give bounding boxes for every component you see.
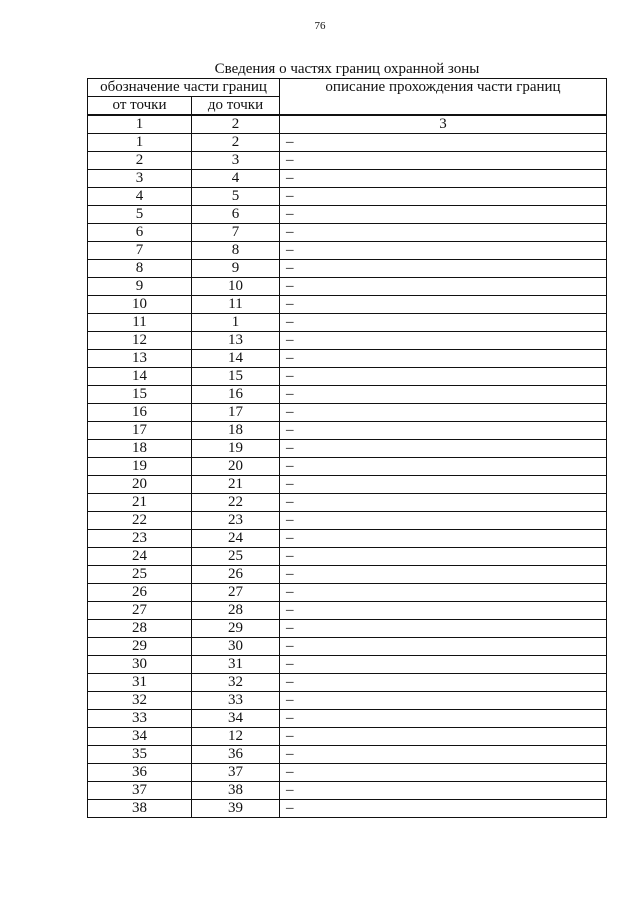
description-cell: – (280, 584, 607, 602)
table-row (88, 278, 607, 296)
from-point-cell: 6 (88, 224, 192, 242)
to-point-cell: 36 (192, 746, 280, 764)
to-point-cell: 10 (192, 278, 280, 296)
from-point-cell: 31 (88, 674, 192, 692)
table-row (88, 170, 607, 188)
to-point-cell: 37 (192, 764, 280, 782)
from-point-cell: 28 (88, 620, 192, 638)
from-point-cell: 3 (88, 170, 192, 188)
table-row (88, 206, 607, 224)
description-cell: – (280, 350, 607, 368)
description-cell: – (280, 728, 607, 746)
from-point-cell: 17 (88, 422, 192, 440)
column-index-cell: 1 (88, 115, 192, 134)
to-point-cell: 11 (192, 296, 280, 314)
from-point-cell: 7 (88, 242, 192, 260)
to-point-cell: 3 (192, 152, 280, 170)
description-cell: – (280, 170, 607, 188)
document-title: Сведения о частях границ охранной зоны (214, 61, 480, 77)
description-cell: – (280, 296, 607, 314)
table-row (88, 494, 607, 512)
from-point-cell: 27 (88, 602, 192, 620)
from-point-cell: 10 (88, 296, 192, 314)
to-point-cell: 2 (192, 134, 280, 152)
table-row (88, 602, 607, 620)
description-cell: – (280, 746, 607, 764)
table-row (88, 404, 607, 422)
table-row (88, 638, 607, 656)
description-cell: – (280, 224, 607, 242)
description-cell: – (280, 764, 607, 782)
table-row (88, 656, 607, 674)
table-row (88, 296, 607, 314)
table-row (88, 746, 607, 764)
to-point-cell: 20 (192, 458, 280, 476)
to-point-cell: 9 (192, 260, 280, 278)
description-cell: – (280, 260, 607, 278)
to-point-cell: 25 (192, 548, 280, 566)
from-point-cell: 18 (88, 440, 192, 458)
to-point-cell: 16 (192, 386, 280, 404)
description-cell: – (280, 512, 607, 530)
description-cell: – (280, 404, 607, 422)
table-row (88, 674, 607, 692)
to-point-cell: 12 (192, 728, 280, 746)
description-cell: – (280, 422, 607, 440)
column-index-row (88, 115, 607, 134)
to-point-cell: 8 (192, 242, 280, 260)
from-point-cell: 11 (88, 314, 192, 332)
from-point-cell: 34 (88, 728, 192, 746)
to-point-cell: 19 (192, 440, 280, 458)
to-point-cell: 26 (192, 566, 280, 584)
to-point-cell: 24 (192, 530, 280, 548)
table-body (88, 115, 607, 818)
column-index-cell: 3 (280, 115, 607, 134)
from-point-cell: 25 (88, 566, 192, 584)
from-point-cell: 4 (88, 188, 192, 206)
header-to-point: до точки (192, 97, 280, 116)
table-row (88, 332, 607, 350)
table-row (88, 260, 607, 278)
to-point-cell: 13 (192, 332, 280, 350)
from-point-cell: 29 (88, 638, 192, 656)
from-point-cell: 13 (88, 350, 192, 368)
to-point-cell: 1 (192, 314, 280, 332)
from-point-cell: 16 (88, 404, 192, 422)
table-row (88, 764, 607, 782)
from-point-cell: 2 (88, 152, 192, 170)
table-row (88, 242, 607, 260)
to-point-cell: 27 (192, 584, 280, 602)
to-point-cell: 33 (192, 692, 280, 710)
description-cell: – (280, 530, 607, 548)
description-cell: – (280, 134, 607, 152)
description-cell: – (280, 188, 607, 206)
description-cell: – (280, 602, 607, 620)
from-point-cell: 9 (88, 278, 192, 296)
table-row (88, 710, 607, 728)
description-cell: – (280, 638, 607, 656)
to-point-cell: 18 (192, 422, 280, 440)
boundary-parts-table (87, 78, 607, 818)
description-cell: – (280, 710, 607, 728)
table-row (88, 224, 607, 242)
from-point-cell: 26 (88, 584, 192, 602)
description-cell: – (280, 368, 607, 386)
from-point-cell: 19 (88, 458, 192, 476)
from-point-cell: 23 (88, 530, 192, 548)
to-point-cell: 32 (192, 674, 280, 692)
from-point-cell: 36 (88, 764, 192, 782)
description-cell: – (280, 152, 607, 170)
description-cell: – (280, 278, 607, 296)
table-header-row-1 (88, 79, 607, 97)
table-row (88, 692, 607, 710)
table-row (88, 782, 607, 800)
from-point-cell: 12 (88, 332, 192, 350)
from-point-cell: 38 (88, 800, 192, 818)
from-point-cell: 15 (88, 386, 192, 404)
table-row (88, 458, 607, 476)
from-point-cell: 14 (88, 368, 192, 386)
table-row (88, 368, 607, 386)
from-point-cell: 21 (88, 494, 192, 512)
table-row (88, 512, 607, 530)
from-point-cell: 33 (88, 710, 192, 728)
to-point-cell: 5 (192, 188, 280, 206)
description-cell: – (280, 386, 607, 404)
table-row (88, 476, 607, 494)
to-point-cell: 22 (192, 494, 280, 512)
description-cell: – (280, 314, 607, 332)
page-number: 76 (314, 20, 326, 32)
to-point-cell: 28 (192, 602, 280, 620)
from-point-cell: 1 (88, 134, 192, 152)
table-row (88, 728, 607, 746)
description-cell: – (280, 242, 607, 260)
table-row (88, 584, 607, 602)
description-cell: – (280, 782, 607, 800)
to-point-cell: 14 (192, 350, 280, 368)
from-point-cell: 35 (88, 746, 192, 764)
header-from-point: от точки (88, 97, 192, 116)
to-point-cell: 34 (192, 710, 280, 728)
description-cell: – (280, 494, 607, 512)
description-cell: – (280, 206, 607, 224)
description-cell: – (280, 332, 607, 350)
from-point-cell: 22 (88, 512, 192, 530)
to-point-cell: 15 (192, 368, 280, 386)
to-point-cell: 31 (192, 656, 280, 674)
to-point-cell: 7 (192, 224, 280, 242)
to-point-cell: 6 (192, 206, 280, 224)
description-cell: – (280, 800, 607, 818)
description-cell: – (280, 620, 607, 638)
description-cell: – (280, 458, 607, 476)
description-cell: – (280, 656, 607, 674)
table-row (88, 422, 607, 440)
header-boundary-part-designation: обозначение части границ (88, 79, 280, 97)
table-row (88, 350, 607, 368)
to-point-cell: 29 (192, 620, 280, 638)
description-cell: – (280, 674, 607, 692)
description-cell: – (280, 566, 607, 584)
column-index-cell: 2 (192, 115, 280, 134)
table-row (88, 566, 607, 584)
table-row (88, 800, 607, 818)
from-point-cell: 24 (88, 548, 192, 566)
from-point-cell: 30 (88, 656, 192, 674)
to-point-cell: 39 (192, 800, 280, 818)
table-row (88, 134, 607, 152)
table-row (88, 314, 607, 332)
table-row (88, 440, 607, 458)
table-row (88, 188, 607, 206)
header-description: описание прохождения части границ (280, 79, 607, 116)
from-point-cell: 37 (88, 782, 192, 800)
description-cell: – (280, 548, 607, 566)
from-point-cell: 32 (88, 692, 192, 710)
description-cell: – (280, 476, 607, 494)
description-cell: – (280, 692, 607, 710)
table-row (88, 620, 607, 638)
from-point-cell: 5 (88, 206, 192, 224)
table-row (88, 386, 607, 404)
table-row (88, 530, 607, 548)
from-point-cell: 8 (88, 260, 192, 278)
to-point-cell: 38 (192, 782, 280, 800)
from-point-cell: 20 (88, 476, 192, 494)
to-point-cell: 21 (192, 476, 280, 494)
to-point-cell: 17 (192, 404, 280, 422)
description-cell: – (280, 440, 607, 458)
to-point-cell: 30 (192, 638, 280, 656)
to-point-cell: 4 (192, 170, 280, 188)
table-row (88, 548, 607, 566)
table-row (88, 152, 607, 170)
to-point-cell: 23 (192, 512, 280, 530)
